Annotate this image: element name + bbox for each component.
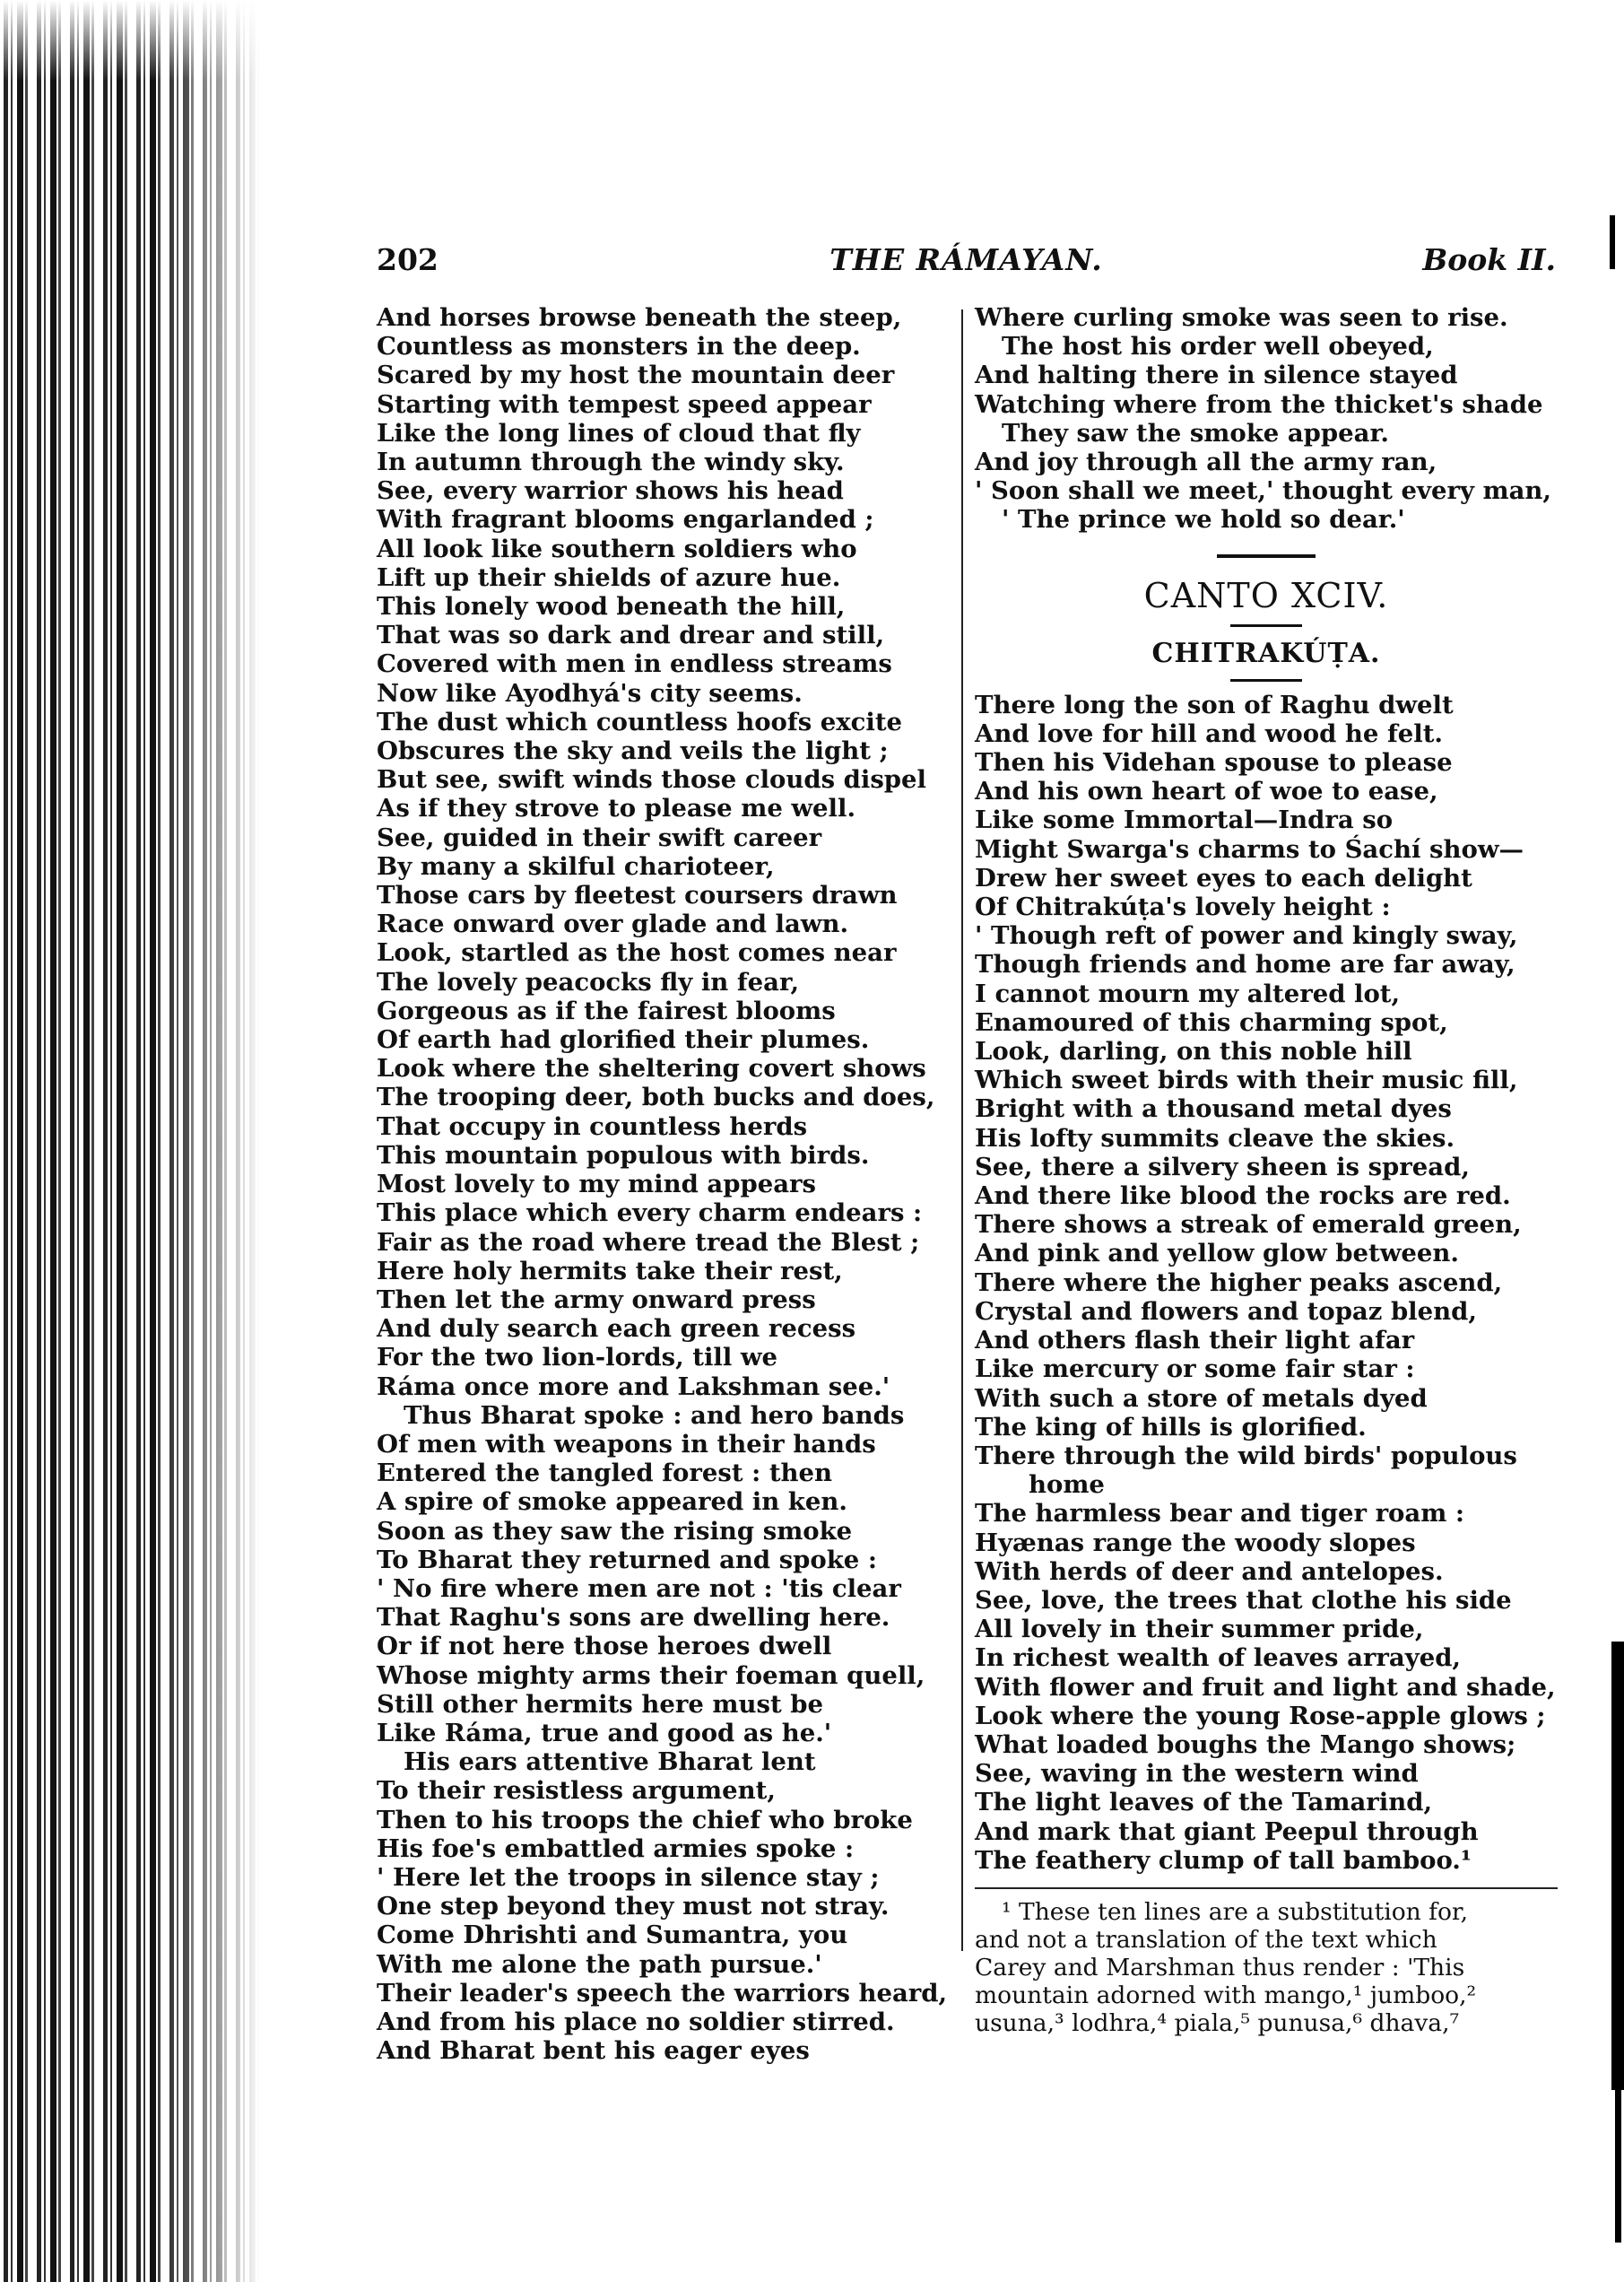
footnote-rule (975, 1887, 1558, 1889)
verse-line: Starting with tempest speed appear (377, 389, 872, 419)
verse-line: ' The prince we hold so dear.' (1002, 505, 1405, 535)
verse-line: By many a skilful charioteer, (377, 851, 775, 881)
verse-line: Countless as monsters in the deep. (377, 332, 861, 361)
running-title: THE RÁMAYAN. (829, 242, 1103, 277)
verse-line: See, guided in their swift career (377, 823, 822, 852)
verse-line: Like the long lines of cloud that fly (377, 418, 861, 448)
verse-line: The harmless bear and tiger roam : (975, 1499, 1465, 1529)
verse-line: See, love, the trees that clothe his side (975, 1585, 1512, 1615)
verse-line: Soon as they saw the rising smoke (377, 1516, 853, 1546)
verse-line: One step beyond they must not stray. (377, 1892, 890, 1921)
verse-line: Thus Bharat spoke : and hero bands (404, 1400, 905, 1430)
verse-line: The feathery clump of tall bamboo.¹ (975, 1845, 1472, 1875)
verse-line: Drew her sweet eyes to each delight (975, 863, 1472, 893)
verse-line: Now like Ayodhyá's city seems. (377, 678, 803, 708)
verse-line: This place which every charm endears : (377, 1198, 923, 1228)
verse-line: And duly search each green recess (377, 1314, 856, 1344)
verse-line: Might Swarga's charms to Śachí show— (975, 834, 1524, 864)
verse-line: What loaded boughs the Mango shows; (975, 1729, 1516, 1759)
verse-line: ' Here let the troops in silence stay ; (377, 1862, 880, 1892)
footnote-line: Carey and Marshman thus render : 'This (975, 1953, 1465, 1982)
verse-line: Where curling smoke was seen to rise. (975, 303, 1508, 332)
verse-line: In richest wealth of leaves arrayed, (975, 1643, 1461, 1673)
verse-line: Look, darling, on this noble hill (975, 1037, 1412, 1067)
verse-line: Enamoured of this charming spot, (975, 1007, 1448, 1037)
verse-line: As if they strove to please me well. (377, 794, 856, 823)
verse-line: Hyænas range the woody slopes (975, 1528, 1416, 1557)
footnote-line: mountain adorned with mango,¹ jumboo,² (975, 1981, 1477, 2009)
verse-line: Obscures the sky and veils the light ; (377, 736, 889, 766)
verse-line: That occupy in countless herds (377, 1111, 808, 1141)
verse-continuation (975, 303, 1558, 535)
verse-line: ' No fire where men are not : 'tis clear (377, 1573, 901, 1603)
verse-line: The host his order well obeyed, (1002, 332, 1434, 361)
verse-line: Then to his troops the chief who broke (377, 1805, 913, 1834)
verse-line: And from his place no soldier stirred. (377, 2007, 895, 2036)
verse-line: His foe's embattled armies spoke : (377, 1833, 855, 1863)
scan-edge-mark (1611, 1642, 1624, 2090)
verse-line: With me alone the path pursue.' (377, 1949, 822, 1979)
verse-line: And others flash their light afar (975, 1326, 1415, 1355)
verse-line: And pink and yellow glow between. (975, 1239, 1459, 1268)
verse-line: There shows a streak of emerald green, (975, 1210, 1522, 1240)
verse-line: Covered with men in endless streams (377, 649, 892, 679)
verse-line: A spire of smoke appeared in ken. (377, 1487, 847, 1517)
ornament-rule (1230, 624, 1302, 627)
verse-line: Their leader's speech the warriors heard, (377, 1978, 948, 2008)
footnote-line: and not a translation of the text which (975, 1925, 1437, 1954)
left-column (377, 303, 951, 2065)
verse-line: And horses browse beneath the steep, (377, 303, 902, 332)
verse-line: They saw the smoke appear. (1002, 418, 1389, 448)
canto-verse (975, 691, 1558, 1875)
verse-line: With fragrant blooms engarlanded ; (377, 505, 874, 535)
verse-line: Those cars by fleetest coursers drawn (377, 881, 898, 910)
verse-line: Like mercury or some fair star : (975, 1354, 1415, 1384)
verse-line: Crystal and flowers and topaz blend, (975, 1296, 1477, 1326)
verse-line: Watching where from the thicket's shade (975, 389, 1543, 419)
verse-line: Bright with a thousand metal dyes (975, 1094, 1452, 1124)
verse-line: The lovely peacocks fly in fear, (377, 967, 800, 997)
verse-line: And halting there in silence stayed (975, 361, 1458, 390)
verse-line: Though friends and home are far away, (975, 950, 1515, 980)
verse-line: Of earth had glorified their plumes. (377, 1025, 870, 1055)
verse-line: There through the wild birds' populous (975, 1441, 1517, 1470)
verse-line: Fair as the road where tread the Blest ; (377, 1227, 920, 1257)
canto-subtitle: CHITRAKÚṬA. (1151, 637, 1381, 669)
verse-line: And mark that giant Peepul through (975, 1816, 1479, 1846)
verse-line: The light leaves of the Tamarind, (975, 1788, 1433, 1817)
verse-line: To their resistless argument, (377, 1776, 776, 1806)
verse-line: See, waving in the western wind (975, 1759, 1419, 1789)
verse-line: There long the son of Raghu dwelt (975, 690, 1454, 719)
verse-line: The king of hills is glorified. (975, 1412, 1367, 1441)
column-divider (961, 309, 963, 1951)
running-header (377, 242, 1556, 296)
verse-line: This mountain populous with birds. (377, 1140, 870, 1170)
verse-line: Like some Immortal—Indra so (975, 806, 1394, 835)
scan-edge-mark (1610, 215, 1615, 269)
verse-line: Which sweet birds with their music fill, (975, 1066, 1518, 1095)
verse-line: Most lovely to my mind appears (377, 1170, 816, 1199)
verse-line: All lovely in their summer pride, (975, 1615, 1424, 1644)
verse-line: Of Chitrakúṭa's lovely height : (975, 893, 1391, 922)
verse-line: His ears attentive Bharat lent (404, 1747, 816, 1777)
footnote-line: usuna,³ lodhra,⁴ piala,⁵ punusa,⁶ dhava,⁷ (975, 2008, 1460, 2037)
verse-line: And his own heart of woe to ease, (975, 777, 1438, 806)
verse-line: See, every warrior shows his head (377, 476, 844, 506)
verse-line: Like Ráma, true and good as he.' (377, 1718, 832, 1747)
ornament-rule (1230, 679, 1302, 682)
binding-shadow (161, 0, 260, 2282)
verse-line: See, there a silvery sheen is spread, (975, 1152, 1470, 1181)
verse-line: Here holy hermits take their rest, (377, 1256, 843, 1285)
verse-line: Then his Videhan spouse to please (975, 748, 1453, 778)
verse-line: ' Soon shall we meet,' thought every man, (975, 476, 1552, 506)
book-label: Book II. (1422, 242, 1556, 277)
verse-line: Then let the army onward press (377, 1285, 816, 1314)
footnote (975, 1898, 1558, 2037)
verse-line: Or if not here those heroes dwell (377, 1632, 832, 1661)
verse-line: Whose mighty arms their foeman quell, (377, 1660, 925, 1690)
verse-line: Look where the sheltering covert shows (377, 1054, 926, 1084)
verse-line: Look, startled as the host comes near (377, 938, 897, 968)
verse-line: Race onward over glade and lawn. (377, 910, 849, 939)
verse-line: The dust which countless hoofs excite (377, 707, 903, 736)
verse-line: His lofty summits cleave the skies. (975, 1123, 1455, 1153)
canto-title: CANTO XCIV. (1143, 575, 1389, 615)
verse-line: I cannot mourn my altered lot, (975, 979, 1401, 1008)
verse-line: Entered the tangled forest : then (377, 1459, 833, 1488)
verse-line: Still other hermits here must be (377, 1689, 823, 1719)
verse-line: ' Though reft of power and kingly sway, (975, 921, 1518, 951)
page-number: 202 (377, 242, 439, 277)
scan-edge-mark (1615, 2090, 1621, 2243)
verse-line: home (1029, 1470, 1105, 1500)
verse-line: Of men with weapons in their hands (377, 1429, 876, 1459)
verse-line: That was so dark and drear and still, (377, 621, 885, 650)
verse-line: There where the higher peaks ascend, (975, 1267, 1503, 1297)
verse-line: All look like southern soldiers who (377, 534, 857, 563)
ornament-rule (1217, 554, 1316, 558)
verse-line: Gorgeous as if the fairest blooms (377, 996, 836, 1025)
verse-line: And love for hill and wood he felt. (975, 719, 1444, 748)
verse-line: With such a store of metals dyed (975, 1383, 1428, 1413)
verse-line: Look where the young Rose-apple glows ; (975, 1701, 1546, 1730)
verse-line: Scared by my host the mountain deer (377, 361, 895, 390)
verse-line: With herds of deer and antelopes. (975, 1556, 1444, 1586)
verse-line: For the two lion-lords, till we (377, 1343, 778, 1372)
verse-line: The trooping deer, both bucks and does, (377, 1083, 935, 1112)
verse-line: In autumn through the windy sky. (377, 448, 845, 477)
verse-line: And there like blood the rocks are red. (975, 1181, 1511, 1211)
verse-line: Lift up their shields of azure hue. (377, 562, 841, 592)
verse-line: And Bharat bent his eager eyes (377, 2036, 810, 2066)
verse-line: Ráma once more and Lakshman see.' (377, 1372, 890, 1401)
verse-line: Come Dhrishti and Sumantra, you (377, 1921, 848, 1950)
verse-line: And joy through all the army ran, (975, 448, 1437, 477)
verse-line: To Bharat they returned and spoke : (377, 1545, 878, 1574)
right-column (975, 303, 1558, 2037)
verse-line: With flower and fruit and light and shade, (975, 1672, 1556, 1702)
footnote-line: ¹ These ten lines are a substitution for, (1002, 1897, 1469, 1926)
verse-line: But see, swift winds those clouds dispel (377, 765, 926, 795)
verse-line: This lonely wood beneath the hill, (377, 592, 846, 622)
verse-line: That Raghu's sons are dwelling here. (377, 1603, 890, 1633)
